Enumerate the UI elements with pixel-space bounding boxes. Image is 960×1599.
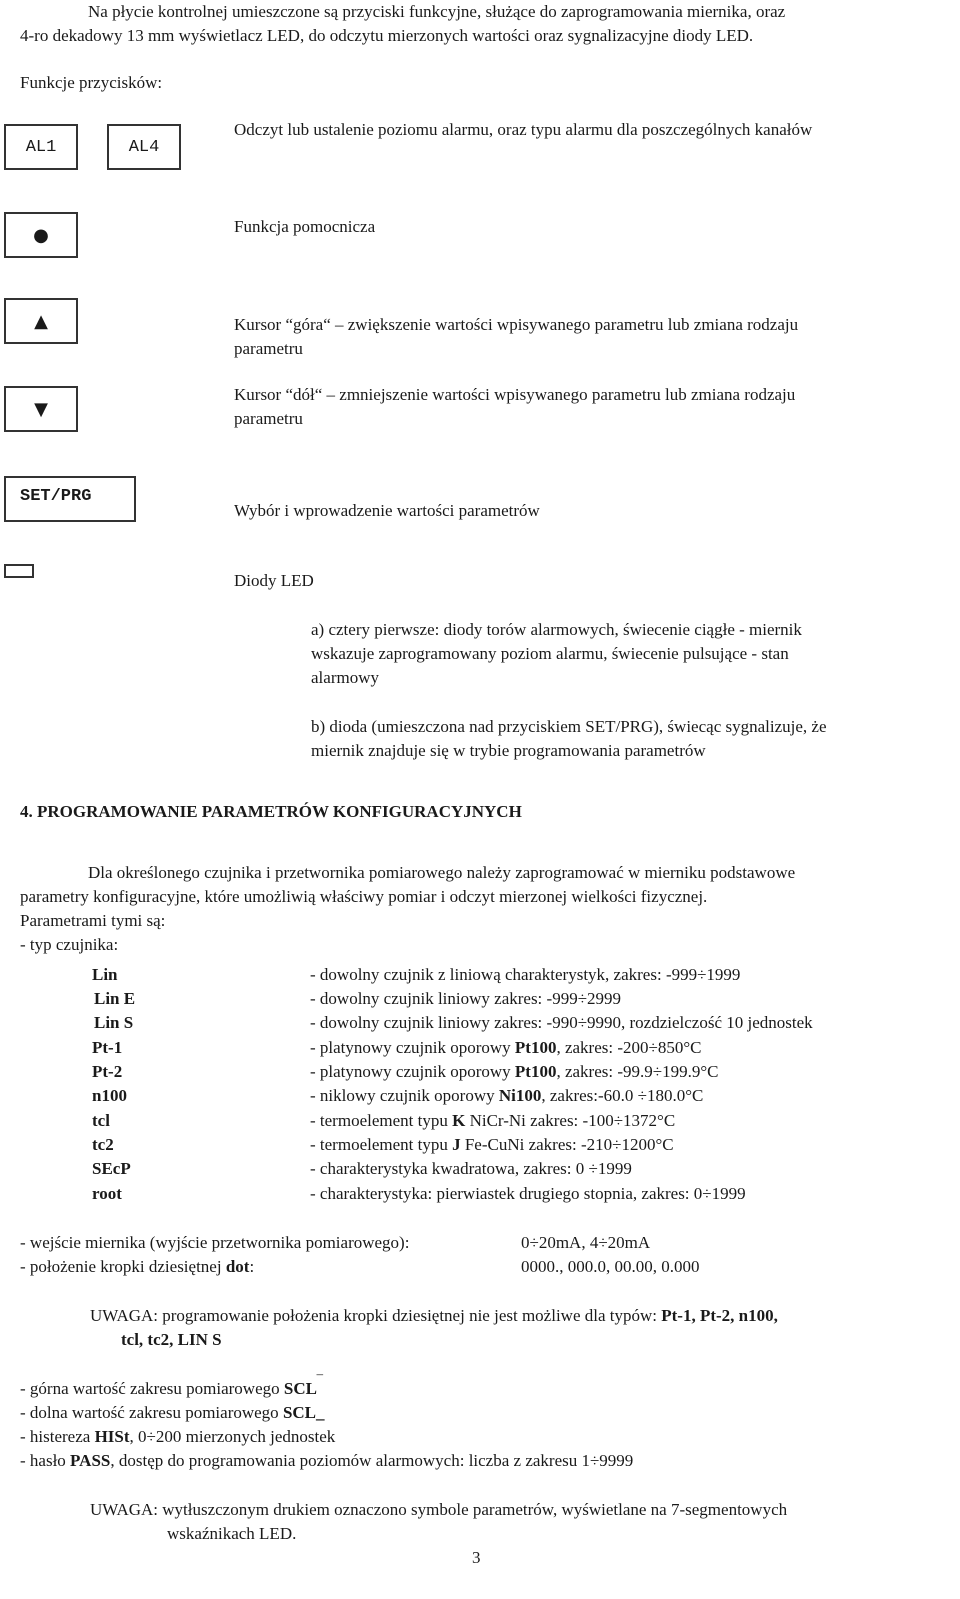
down-description-line-2: parametru — [234, 409, 303, 428]
down-button[interactable]: ▼ — [4, 386, 78, 432]
section-paragraph-4: - typ czujnika: — [20, 935, 119, 954]
section-heading: 4. PROGRAMOWANIE PARAMETRÓW KONFIGURACYJNYCH — [20, 802, 522, 821]
led-b-line-2: miernik znajduje się w trybie programowania parametrów — [311, 741, 706, 760]
sensor-code: Lin S — [94, 1013, 134, 1032]
sensor-code: Lin — [92, 965, 118, 984]
password-code: PASS — [70, 1451, 111, 1470]
sensor-description: - niklowy czujnik oporowy Ni100, zakres:-60.0 ÷180.0°C — [310, 1086, 704, 1105]
password-line — [20, 1449, 633, 1473]
intro-line-1: Na płycie kontrolnej umieszczone są przyciski funkcyjne, służące do zaprogramowania miernika, oraz — [88, 2, 786, 21]
up-description-line-2: parametru — [234, 339, 303, 358]
scl-high-text: - górna wartość zakresu pomiarowego — [20, 1379, 284, 1398]
input-label: - wejście miernika (wyjście przetwornika pomiarowego): — [20, 1233, 410, 1252]
page-number: 3 — [472, 1548, 481, 1567]
up-button[interactable]: ▲ — [4, 298, 78, 344]
dot-position-label — [20, 1255, 254, 1279]
sensor-code: Pt-1 — [92, 1038, 123, 1057]
hysteresis-text: - histereza — [20, 1427, 95, 1446]
hysteresis-suffix: , 0÷200 mierzonych jednostek — [129, 1427, 336, 1446]
note-1-text: UWAGA: programowanie położenia kropki dziesiętnej nie jest możliwe dla typów: — [90, 1306, 662, 1325]
input-value: 0÷20mA, 4÷20mA — [521, 1233, 651, 1252]
sensor-description: - platynowy czujnik oporowy Pt100, zakres: -99.9÷199.9°C — [310, 1062, 719, 1081]
led-a-line-2: wskazuje zaprogramowany poziom alarmu, świecenie pulsujące - stan — [311, 644, 789, 663]
note-1-types: Pt-1, Pt-2, n100, — [661, 1306, 778, 1325]
sensor-code: tcl — [92, 1111, 110, 1130]
setprg-description: Wybór i wprowadzenie wartości parametrów — [234, 501, 540, 520]
led-a-line-3: alarmowy — [311, 668, 379, 687]
section-paragraph-2: parametry konfiguracyjne, które umożliwią właściwy pomiar i odczyt mierzonej wielkości fizycznej. — [20, 887, 708, 906]
sensor-code: SEcP — [92, 1159, 131, 1178]
scl-low-line — [20, 1401, 325, 1425]
sensor-description: - charakterystyka: pierwiastek drugiego stopnia, zakres: 0÷1999 — [310, 1184, 746, 1203]
sensor-description: - charakterystyka kwadratowa, zakres: 0 ÷1999 — [310, 1159, 632, 1178]
sensor-description: - dowolny czujnik liniowy zakres: -999÷2999 — [310, 989, 622, 1008]
al-description: Odczyt lub ustalenie poziomu alarmu, oraz typu alarmu dla poszczególnych kanałów — [234, 120, 813, 139]
led-b-line-1: b) dioda (umieszczona nad przyciskiem SET/PRG), świecąc sygnalizuje, że — [311, 717, 827, 736]
intro-line-2: 4-ro dekadowy 13 mm wyświetlacz LED, do odczytu mierzonych wartości oraz sygnalizacyjne diody LED. — [20, 26, 754, 45]
note-1-line-2 — [121, 1328, 222, 1352]
led-a-line-1: a) cztery pierwsze: diody torów alarmowych, świecenie ciągłe - miernik — [311, 620, 802, 639]
note-1-line-1 — [90, 1304, 950, 1328]
section-paragraph-1: Dla określonego czujnika i przetwornika pomiarowego należy zaprogramować w mierniku podstawowe — [88, 863, 796, 882]
section-paragraph-3: Parametrami tymi są: — [20, 911, 166, 930]
sensor-code: tc2 — [92, 1135, 114, 1154]
led-indicator — [4, 564, 34, 578]
down-description-line-1: Kursor “dół“ – zmniejszenie wartości wpisywanego parametru lub zmiana rodzaju — [234, 385, 796, 404]
dot-label-text: - położenie kropki dziesiętnej — [20, 1257, 226, 1276]
dot-button[interactable]: ● — [4, 212, 78, 258]
led-description: Diody LED — [234, 571, 314, 590]
up-description-line-1: Kursor “góra“ – zwiększenie wartości wpisywanego parametru lub zmiana rodzaju — [234, 315, 799, 334]
password-suffix: , dostęp do programowania poziomów alarmowych: liczba z zakresu 1÷9999 — [110, 1451, 634, 1470]
sensor-code: Pt-2 — [92, 1062, 123, 1081]
dot-position-value: 0000., 000.0, 00.00, 0.000 — [521, 1257, 700, 1276]
setprg-button[interactable]: SET/PRG — [4, 476, 136, 522]
dot-parameter-code: dot — [225, 1257, 250, 1276]
buttons-title: Funkcje przycisków: — [20, 73, 163, 92]
scl-high-line — [20, 1373, 323, 1401]
hysteresis-code: HISt — [94, 1427, 130, 1446]
sensor-code: Lin E — [94, 989, 136, 1008]
dot-label-suffix: : — [249, 1257, 255, 1276]
note-2-line-1: UWAGA: wytłuszczonym drukiem oznaczono symbole parametrów, wyświetlane na 7-segmentowych — [90, 1500, 788, 1519]
sensor-code: root — [92, 1184, 122, 1203]
scl-low-text: - dolna wartość zakresu pomiarowego — [20, 1403, 283, 1422]
sensor-code: n100 — [92, 1086, 127, 1105]
al1-button[interactable]: AL1 — [4, 124, 78, 170]
al4-button[interactable]: AL4 — [107, 124, 181, 170]
sensor-description: - dowolny czujnik liniowy zakres: -990÷9990, rozdzielczość 10 jednostek — [310, 1013, 813, 1032]
scl-high-code: SCL — [283, 1379, 317, 1398]
dot-description: Funkcja pomocnicza — [234, 217, 376, 236]
sensor-description: - dowolny czujnik z liniową charakterystyk, zakres: -999÷1999 — [310, 965, 741, 984]
scl-high-mark: ‾ — [316, 1373, 323, 1392]
note-1-types-cont: tcl, tc2, LIN S — [121, 1330, 222, 1349]
sensor-description: - termoelement typu K NiCr-Ni zakres: -100÷1372°C — [310, 1111, 676, 1130]
sensor-description: - platynowy czujnik oporowy Pt100, zakres: -200÷850°C — [310, 1038, 702, 1057]
sensor-description: - termoelement typu J Fe-CuNi zakres: -210÷1200°C — [310, 1135, 674, 1154]
password-text: - hasło — [20, 1451, 71, 1470]
note-2-line-2: wskaźnikach LED. — [167, 1524, 297, 1543]
scl-low-code: SCL_ — [282, 1403, 325, 1422]
hysteresis-line — [20, 1425, 335, 1449]
